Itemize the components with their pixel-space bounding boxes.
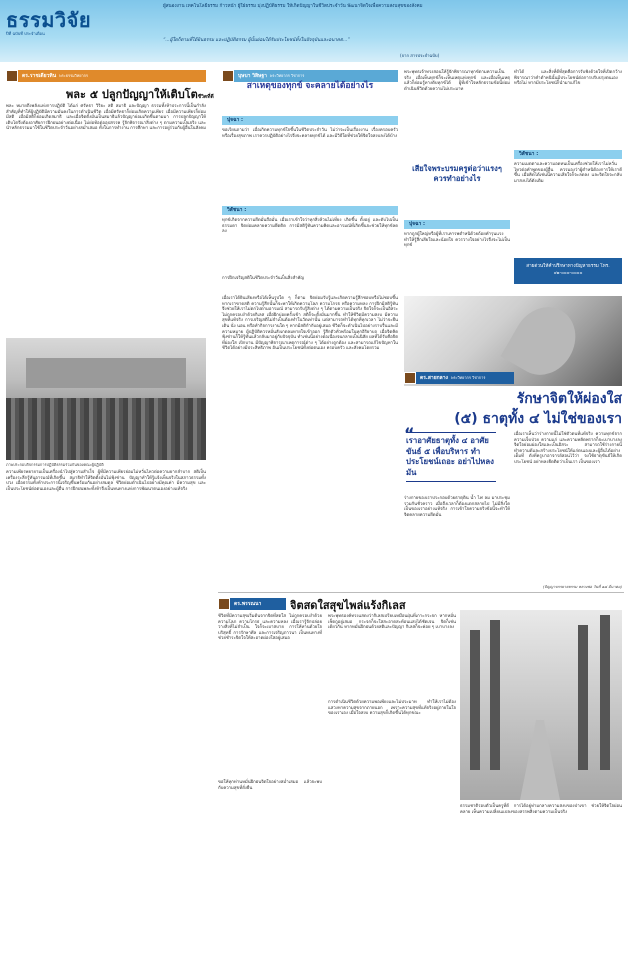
article-body-continued: ความเพียรพยายามเป็นเครื่องนำไปสู่ความสำเร็จ ผู้ที่มีความเพียรย่อมไม่หวั่นไหวต่อความยากลำบาก สติเป็นเครื่องระลึกรู้ทันอารมณ์ที่เกิดขึ้น สมาธิทำให้จิตตั้งมั่นไม่ฟุ้งซ่าน ปัญญาทำให้รู้แจ้งเห็นจริงในสภาวธรรมทั้งปวง เมื่อธรรมทั้งห้าประการนี้เจริญขึ้นพร้อมกันอย่างสมดุล ชีวิตย่อมดำเนินไปอย่างมีคุณค่า มีความสุข และเป็นประโยชน์ต่อตนเองและผู้อื่น การฝึกฝนพละทั้งห้าจึงเป็นหนทางแห่งการพัฒนาตนเองอย่างแท้จริง <box>6 470 206 492</box>
photo-tree-shape <box>578 625 588 770</box>
answer-body-continued: การฝึกเจริญสติในชีวิตประจำวันเป็นสิ่งสำคัญ <box>222 276 305 281</box>
article-photo <box>6 338 206 460</box>
author-bar-a1 <box>6 70 206 82</box>
article-signature: (ปัญญาบรรยายธรรม หลวงพ่อ วันที่ ๑๘ มีนาคม) <box>542 584 622 589</box>
question-body: ขอเรียนถามว่า เมื่อเกิดความทุกข์ใจขึ้นในชีวิตประจำวัน ไม่ว่าจะเป็นเรื่องงาน เรื่องครอบครัว หรือเรื่องสุขภาพ เราควรปฏิบัติอย่างไรจึงจะคลายทุกข์ได้ และมีวิธีใดที่ช่วยให้จิตใจสงบลงได้บ้าง <box>222 128 398 139</box>
article-body-continued: เมื่อเราเห็นว่าร่างกายนี้ไม่ใช่ตัวตนที่แท้จริง ความทุกข์จากความเจ็บป่วย ความแก่ และความพลัดพรากก็จะเบาบางลง จิตใจย่อมผ่องใสและเป็นอิสระ สามารถใช้ร่างกายนี้ทำความดีและสร้างประโยชน์ให้แก่ตนเองและผู้อื่นได้อย่างเต็มที่ ดังที่ครูบาอาจารย์สอนไว้ว่า จงใช้ธาตุขันธ์ให้เกิดประโยชน์ อย่าหลงยึดติดว่าเป็นเรา เป็นของเรา <box>514 432 622 465</box>
photo-caption: ภาพประกอบกิจกรรมการปฏิบัติธรรมร่วมกันของคณะผู้ปฏิบัติ <box>6 462 104 467</box>
photo-tree-shape <box>490 620 500 770</box>
author-name: ดร.พรรณนา <box>234 601 262 607</box>
answer-body: ความเมตตาและความอดทนเป็นเครื่องช่วยให้เราไม่หวั่นไหวต่อคำพูดของผู้อื่น ควรมองว่าผู้ตำหนิต้องการให้เราดีขึ้น เมื่อคิดได้เช่นนี้ความเสียใจก็จะลดลง และจิตใจจะกลับมาสงบได้ดังเดิม <box>514 162 622 184</box>
column-body: พระพุทธเจ้าทรงสอนให้รู้จักพิจารณาทุกข์ตามความเป็นจริง เมื่อเห็นทุกข์ก็จะเห็นเหตุแห่งทุกข์ และเมื่อเห็นเหตุแล้วก็ย่อมรู้ทางดับทุกข์ได้ ผู้ที่เข้าใจหลักธรรมข้อนี้ย่อมดำเนินชีวิตด้วยความไม่ประมาท <box>404 70 510 92</box>
masthead-quote: “...ผู้ใดก็ตามที่ได้ยินธรรม และปฏิบัติธรรม ผู้นั้นย่อมได้รับประโยชน์ทั้งในปัจจุบันและอนาคต...” <box>163 38 350 43</box>
article-title: สาเหตุของทุกข์ จะคลายได้อย่างไร <box>246 81 374 91</box>
photo-tree-shape <box>470 630 480 770</box>
author-avatar <box>218 598 230 610</box>
photo-path-shape <box>520 720 560 800</box>
article-photo <box>460 610 622 800</box>
section-question: ปุจฉา : <box>222 116 398 125</box>
author-role: พระธรรมวิทยากร <box>59 73 88 78</box>
article-title-small: ชีวิตที่ดี <box>197 94 214 100</box>
author-bar-a5 <box>404 372 514 384</box>
author-name: ดร.ราชเดียวทิน <box>22 73 57 79</box>
article-title: รักษาจิตให้ผ่องใส <box>516 391 622 407</box>
pull-quote: เราอาศัยธาตุทั้ง ๔ อาศัยขันธ์ ๕ เพื่อบริหาร ทำประโยชน์เถอะ อย่าไปหลงมัน <box>406 432 496 482</box>
article-title-text: พละ ๕ ปลูกปัญญาให้เติบโต <box>66 88 198 101</box>
article-body-continued-3: ขอให้ทุกท่านหมั่นฝึกฝนจิตใจอย่างสม่ำเสมอ แล้วจะพบกับความสุขที่ยั่งยืน <box>218 780 322 791</box>
author-avatar <box>404 372 416 384</box>
article-body: พละ หมายถึงพลังแห่งการปฏิบัติ ได้แก่ ศรัทธา วิริยะ สติ สมาธิ และปัญญา ธรรมทั้งห้าประการนี้เป็นกำลังสำคัญที่ทำให้ผู้ปฏิบัติมีความมั่นคงในการดำเนินชีวิต เมื่อมีศรัทธาก็ย่อมเกิดความเพียร เมื่อมีความเพียรก็ย่อมมีสติ เมื่อมีสติก็ย่อมเกิดสมาธิ และเมื่อจิตตั้งมั่นเป็นสมาธิแล้วปัญญาย่อมเกิดขึ้นตามมา การปลูกปัญญาให้เติบโตจึงต้องอาศัยการฝึกฝนอย่างต่อเนื่อง ไม่ย่อท้อต่ออุปสรรค รู้จักพิจารณาสิ่งต่าง ๆ ตามความเป็นจริง และนำหลักธรรมมาใช้ในชีวิตประจำวันอย่างสม่ำเสมอ ทั้งในการทำงาน การศึกษา และการอยู่ร่วมกับผู้อื่นในสังคม <box>6 104 206 132</box>
masthead-logo: ธรรมวิจัย <box>6 8 92 32</box>
article-title <box>66 85 214 103</box>
masthead-reference: (จาก สารประจำฉบับ) <box>400 53 440 58</box>
author-name: บุษบา วิสิษฐา <box>238 73 267 79</box>
author-bar-a6 <box>218 598 286 610</box>
article-subtitle: (๕) ธาตุทั้ง ๔ ไม่ใช่ของเรา <box>454 411 622 427</box>
pull-quote: เสียใจพระบรมครูต่อว่าแรงๆ ควรทำอย่างไร <box>412 164 502 183</box>
article-body: ร่างกายของเราประกอบด้วยธาตุดิน น้ำ ไฟ ลม มาประชุมรวมกันชั่วคราว เมื่อถึงเวลาก็ต้องแตกสลายไป ไม่มีสิ่งใดเป็นของเราอย่างแท้จริง การเข้าใจความจริงข้อนี้จะทำให้จิตคลายความยึดมั่น <box>404 496 510 518</box>
column-body: ทำได้ และสิ่งที่ดีที่สุดคือการรับฟังด้วยใจที่เปิดกว้าง พิจารณาว่าคำตำหนินั้นมีประโยชน์ต่อการปรับปรุงตนเองหรือไม่ หากมีประโยชน์ก็นำมาแก้ไข <box>514 70 622 87</box>
section-answer: วิสัชนา : <box>222 206 398 215</box>
masthead-issue: ปีที่ ฉบับที่ ประจำเดือน <box>6 31 45 36</box>
question-body: หากถูกผู้ใหญ่หรือผู้ที่เราเคารพตำหนิด้วยถ้อยคำรุนแรง ทำให้รู้สึกเสียใจและน้อยใจ ควรวางใจอย่างไรจึงจะไม่เป็นทุกข์ <box>404 232 510 249</box>
article-body: เมื่อเราได้ยินเสียงหรือได้เห็นรูปใด ๆ ก็ตาม จิตย่อมรับรู้และเกิดความรู้สึกชอบหรือไม่ชอบขึ้น หากเราขาดสติ ความรู้สึกนั้นก็จะพาให้เกิดความโลภ ความโกรธ หรือความหลง การฝึกมีสติรู้ทันจึงช่วยให้เราไม่ตกไปตามอารมณ์ สามารถรับรู้สิ่งต่าง ๆ ได้ตามความเป็นจริง จิตใจก็จะเป็นอิสระ ไม่ถูกครอบงำด้วยกิเลส เมื่อฝึกบ่อยครั้งเข้า สติก็จะตั้งมั่นมากขึ้น ทำให้ชีวิตมีความสงบ มีความสุขที่แท้จริง การเจริญสติไม่จำเป็นต้องทำในวัดเท่านั้น แต่สามารถทำได้ทุกที่ทุกเวลา ไม่ว่าจะยืน เดิน นั่ง นอน หรือทำกิจการงานใด ๆ หากมีสติกำกับอยู่เสมอ ชีวิตก็จะดำเนินไปอย่างราบรื่นและมีความหมาย ผู้ปฏิบัติควรหมั่นสังเกตลมหายใจเข้าออก รู้สึกตัวทั่วพร้อมในทุกอิริยาบถ เมื่อจิตคิดฟุ้งซ่านก็ให้รู้ทันแล้วกลับมาอยู่กับปัจจุบัน ทำเช่นนี้อย่างต่อเนื่องจนกลายเป็นนิสัย ผลที่ได้รับคือจิตที่ผ่องใส เบิกบาน มีปัญญาพิจารณาเหตุการณ์ต่าง ๆ ได้อย่างถูกต้อง และสามารถแก้ไขปัญหาในชีวิตได้อย่างมีประสิทธิภาพ อันเป็นประโยชน์ทั้งต่อตนเอง ครอบครัว และสังคมโดยรวม <box>222 296 398 352</box>
photo-roof-shape <box>26 358 186 388</box>
author-name: ดร.สายกลาง <box>420 375 448 381</box>
article-body-continued: พระพุทธองค์ทรงแสดงว่ากิเลสเปรียบเหมือนฝุ่นที่เกาะกระจก หากหมั่นเช็ดถูอยู่เสมอ กระจกก็จะใสสะอาดสะท้อนแสงได้ชัดเจน จิตก็เช่นเดียวกัน หากหมั่นฝึกฝนด้วยสติและปัญญา กิเลสก็จะค่อย ๆ เบาบางลง <box>328 614 456 631</box>
article-title: จิตสดใสสุขไพล่แร้งกิเลส <box>290 599 406 612</box>
photo-tree-shape <box>600 615 610 770</box>
masthead-intro: ผู้สนองงาน เทคโนโลยีธรรม ก้าวหน้า ผู้ใฝ่ธรรม มุ่งปฏิบัติธรรม ให้เกิดปัญญาในชีวิตประจำวัน พัฒนาจิตใจเพื่อความสงบสุขของสังคม <box>163 4 423 9</box>
photo-crowd-shape <box>6 398 206 460</box>
section-answer: วิสัชนา : <box>514 150 622 159</box>
article-body: ชีวิตที่มีความสุขเริ่มต้นจากจิตที่สดใส ไม่ถูกครอบงำด้วยความโลภ ความโกรธ และความหลง เมื่อเรารู้จักปล่อยวางสิ่งที่ไม่จำเป็น ใจก็จะเบาสบาย การให้ทานด้วยใจบริสุทธิ์ การรักษาศีล และการเจริญภาวนา เป็นหนทางที่ช่วยชำระจิตใจให้สะอาดผ่องใสอยู่เสมอ <box>218 614 322 642</box>
author-role: พระวิทยากร วิชาการ <box>450 375 486 380</box>
author-role: พระวิทยากร วิชาการ <box>269 73 305 78</box>
photo-side-body: ธรรมชาติรอบตัวเป็นครูที่ดี การได้อยู่ท่ามกลางความสงบของป่าเขา ช่วยให้จิตใจผ่อนคลาย เห็นความเปลี่ยนแปลงของสรรพสิ่งตามความเป็นจริง <box>460 804 622 815</box>
hotline-box: สายด่วนให้คำปรึกษาทางปัญหาธรรม โทร. ๐๒-๐๐๐-๐๐๐๐ <box>514 258 622 284</box>
article-body-continued-2: การดำเนินชีวิตด้วยความพอเพียงและไม่ประมาท ทำให้เราไม่ต้องแสวงหาความสุขจากภายนอก เพราะความสุขที่แท้จริงอยู่ภายในใจของเราเอง เมื่อใจสงบ ความสุขก็เกิดขึ้นได้ทุกขณะ <box>328 700 456 717</box>
section-question: ปุจฉา : <box>404 220 510 229</box>
answer-body: ทุกข์เกิดจากความยึดมั่นถือมั่น เมื่อเราเข้าใจว่าทุกสิ่งล้วนไม่เที่ยง เกิดขึ้น ตั้งอยู่ และดับไปเป็นธรรมดา จิตย่อมคลายความยึดติด การมีสติรู้ทันความคิดและอารมณ์ที่เกิดขึ้นจะช่วยให้ทุกข์ลดลง <box>222 218 398 235</box>
section-divider <box>218 592 624 593</box>
quote-mark-icon: “ <box>404 424 415 443</box>
masthead <box>0 0 628 62</box>
author-avatar <box>6 70 18 82</box>
